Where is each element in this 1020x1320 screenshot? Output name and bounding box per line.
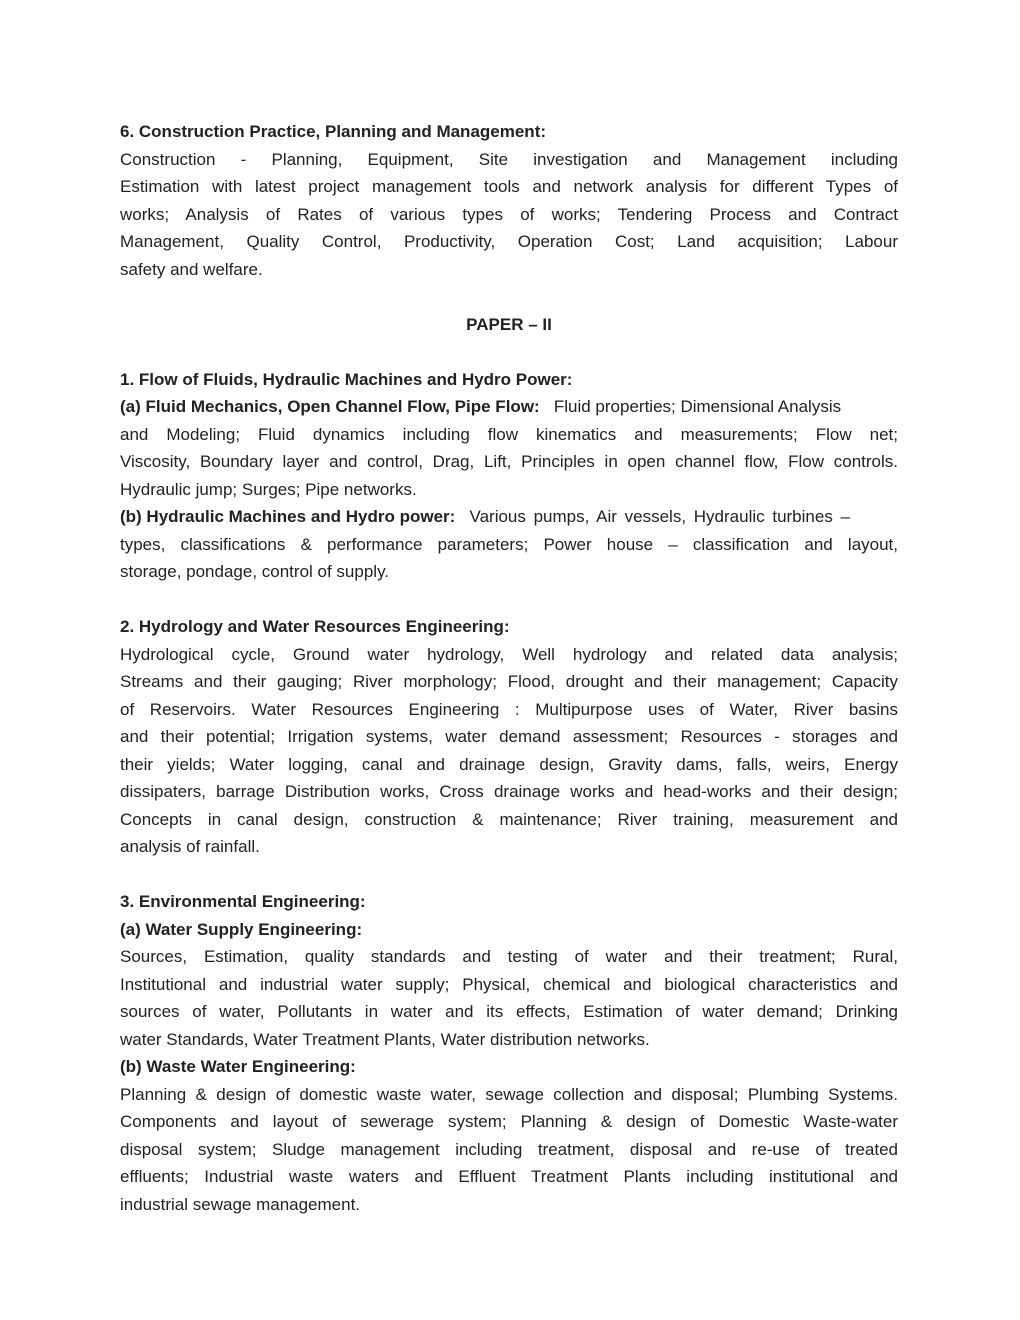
paragraph-line: effluents; Industrial waste waters and Effluent Treatment Plants including institutional and — [120, 1167, 898, 1186]
subsection-heading: (a) Water Supply Engineering: — [120, 919, 363, 939]
paragraph-line: storage, pondage, control of supply. — [120, 562, 390, 581]
paragraph-line: dissipaters, barrage Distribution works, Cross drainage works and head-works and their design; — [120, 782, 898, 801]
section-heading: 3. Environmental Engineering: — [120, 892, 366, 911]
paragraph-line: Estimation with latest project management tools and network analysis for different Types of — [120, 177, 898, 196]
paragraph-line: their yields; Water logging, canal and drainage design, Gravity dams, falls, weirs, Energy — [120, 754, 898, 774]
paragraph-line: Planning & design of domestic waste water, sewage collection and disposal; Plumbing Systems. — [120, 1084, 898, 1104]
subsection-heading: (a) Fluid Mechanics, Open Channel Flow, Pipe Flow: — [120, 397, 540, 416]
document-page — [120, 118, 898, 1218]
paragraph-line: analysis of rainfall. — [120, 837, 260, 856]
paragraph-line: Concepts in canal design, construction & maintenance; River training, measurement and — [120, 809, 898, 829]
section-environmental — [120, 888, 898, 1218]
paragraph-line: safety and welfare. — [120, 259, 263, 279]
subsection-heading: (b) Waste Water Engineering: — [120, 1057, 356, 1076]
section-heading: 1. Flow of Fluids, Hydraulic Machines and Hydro Power: — [120, 369, 573, 389]
paragraph-line: Streams and their gauging; River morphology; Flood, drought and their management; Capacity — [120, 672, 898, 691]
paragraph-line: Management, Quality Control, Productivity, Operation Cost; Land acquisition; Labour — [120, 232, 898, 251]
paragraph-line: Construction - Planning, Equipment, Site investigation and Management including — [120, 149, 898, 169]
subsection-first-line — [120, 503, 898, 531]
paragraph-line: of Reservoirs. Water Resources Engineering : Multipurpose uses of Water, River basins — [120, 699, 898, 719]
section-construction — [120, 118, 898, 283]
paragraph-line: industrial sewage management. — [120, 1194, 361, 1214]
paragraph-line: sources of water, Pollutants in water and its effects, Estimation of water demand; Drinking — [120, 1002, 898, 1021]
paragraph-line: Hydrological cycle, Ground water hydrology, Well hydrology and related data analysis; — [120, 644, 898, 664]
paragraph-line: and their potential; Irrigation systems, water demand assessment; Resources - storages and — [120, 727, 898, 746]
paragraph-line: and Modeling; Fluid dynamics including flow kinematics and measurements; Flow net; — [120, 424, 898, 444]
paragraph-line: Components and layout of sewerage system; Planning & design of Domestic Waste-water — [120, 1112, 898, 1131]
section-hydrology — [120, 613, 898, 861]
section-heading: 6. Construction Practice, Planning and Management: — [120, 122, 547, 141]
paragraph-line: Viscosity, Boundary layer and control, Drag, Lift, Principles in open channel flow, Flow controls. — [120, 452, 898, 471]
paragraph-line: disposal system; Sludge management including treatment, disposal and re-use of treated — [120, 1139, 898, 1159]
paragraph-line: Sources, Estimation, quality standards and testing of water and their treatment; Rural, — [120, 947, 898, 966]
paragraph-line: types, classifications & performance parameters; Power house – classification and layout, — [120, 534, 898, 554]
paper-title: PAPER – II — [466, 314, 552, 334]
paragraph-line: works; Analysis of Rates of various types of works; Tendering Process and Contract — [120, 204, 898, 224]
paragraph-line: Hydraulic jump; Surges; Pipe networks. — [120, 479, 417, 499]
paragraph-line: Institutional and industrial water supply; Physical, chemical and biological characteristics and — [120, 974, 898, 994]
section-heading: 2. Hydrology and Water Resources Engineering: — [120, 617, 510, 636]
subsection-heading: (b) Hydraulic Machines and Hydro power: — [120, 507, 456, 526]
paragraph-text: Various pumps, Air vessels, Hydraulic turbines – — [469, 507, 851, 526]
paragraph-line: water Standards, Water Treatment Plants, Water distribution networks. — [120, 1029, 650, 1049]
paragraph-text: Fluid properties; Dimensional Analysis — [553, 397, 842, 416]
section-fluids — [120, 366, 898, 586]
subsection-first-line — [120, 393, 898, 421]
